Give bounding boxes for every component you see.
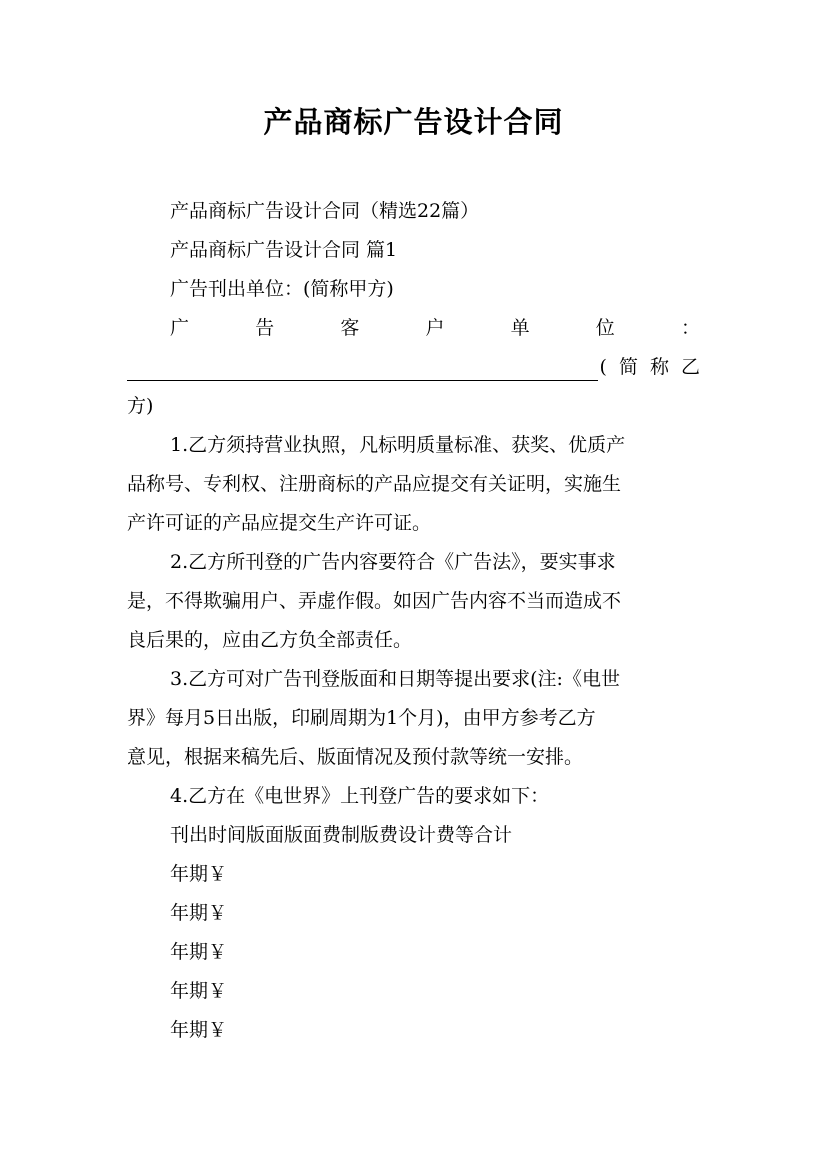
clause-2-line-3: 良后果的，应由乙方负全部责任。 (127, 629, 413, 651)
party-b-char: ： (680, 317, 700, 339)
party-b-char: 广 (170, 317, 190, 339)
clause-1-line-3: 产许可证的产品应提交生产许可证。 (127, 512, 432, 534)
party-b-suffix: ( 简 称 乙 (599, 356, 700, 378)
blank-underline (127, 354, 598, 381)
table-row: 年期￥ (170, 980, 228, 1002)
document-subtitle: 产品商标广告设计合同（精选22篇） (170, 200, 480, 222)
clause-2-line-1: 2.乙方所刊登的广告内容要符合《广告法》，要实事求 (170, 551, 616, 573)
party-b-continuation: 方) (127, 395, 154, 417)
clause-3-line-2: 界》每月5日出版，印刷周期为1个月)，由甲方参考乙方 (127, 707, 596, 729)
clause-2-line-2: 是，不得欺骗用户、弄虚作假。如因广告内容不当而造成不 (127, 590, 622, 612)
party-a-line: 广告刊出单位：(简称甲方) (170, 278, 394, 300)
clause-1-line-2: 品称号、专利权、注册商标的产品应提交有关证明，实施生 (127, 473, 622, 495)
table-row: 年期￥ (170, 902, 228, 924)
party-b-label (170, 309, 700, 348)
table-row: 年期￥ (170, 941, 228, 963)
clause-4-line-1: 4.乙方在《电世界》上刊登广告的要求如下： (170, 785, 550, 807)
section-heading: 产品商标广告设计合同 篇1 (170, 239, 398, 261)
party-b-fill-row (127, 348, 700, 387)
table-row: 年期￥ (170, 863, 228, 885)
party-b-char: 户 (425, 317, 445, 339)
party-b-char: 客 (340, 317, 360, 339)
party-b-char: 位 (595, 317, 615, 339)
party-b-char: 告 (255, 317, 275, 339)
document-title: 产品商标广告设计合同 (263, 105, 564, 139)
clause-3-line-1: 3.乙方可对广告刊登版面和日期等提出要求(注:《电世 (170, 668, 620, 690)
clause-1-line-1: 1.乙方须持营业执照，凡标明质量标准、获奖、优质产 (170, 434, 626, 456)
clause-3-line-3: 意见，根据来稿先后、版面情况及预付款等统一安排。 (127, 746, 584, 768)
party-b-char: 单 (510, 317, 530, 339)
table-row: 年期￥ (170, 1019, 228, 1041)
table-header: 刊出时间版面版面费制版费设计费等合计 (170, 824, 513, 846)
